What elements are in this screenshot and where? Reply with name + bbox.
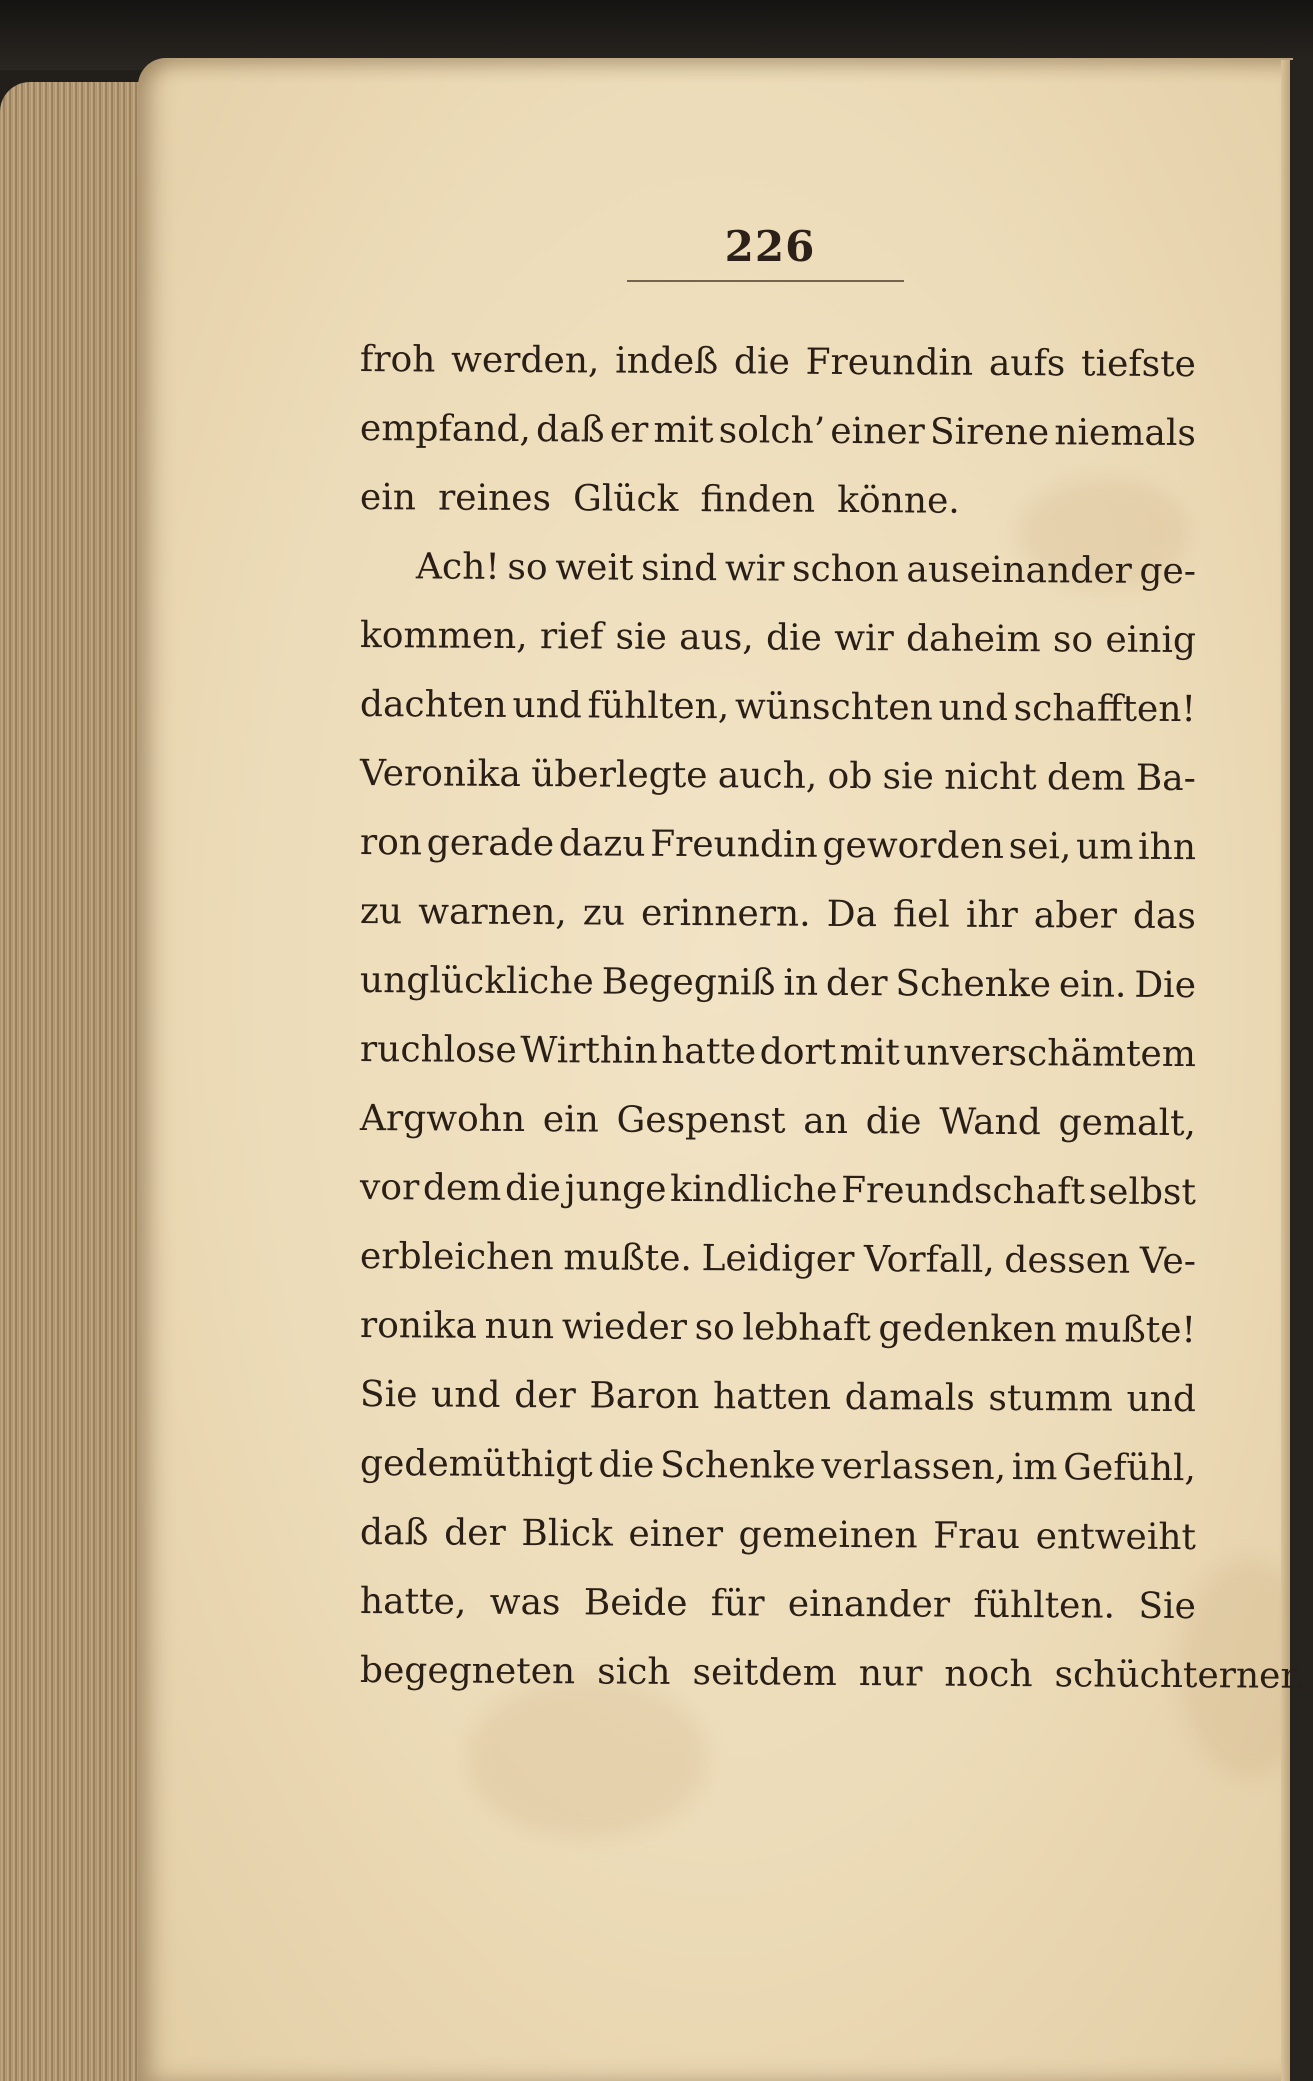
text-word: dessen [1004, 1239, 1131, 1282]
text-word: hatte, [359, 1581, 467, 1623]
text-word: ge- [1139, 550, 1197, 593]
text-word: ronika [359, 1305, 477, 1347]
text-word: ihr [965, 894, 1018, 937]
text-word: Sirene [929, 411, 1050, 454]
text-word: nicht [944, 756, 1037, 799]
text-word: Leidiger [701, 1238, 855, 1281]
text-word: daß [359, 1512, 429, 1554]
text-word: ruchlose [359, 1029, 517, 1071]
text-word: begegneten [359, 1650, 576, 1693]
text-word: Begegniß [601, 961, 776, 1004]
page-number: 226 [724, 222, 816, 271]
text-word: ein [542, 1099, 599, 1141]
text-word: mußte. [563, 1237, 693, 1280]
text-word: die [733, 341, 790, 383]
text-word: warnen, [418, 891, 567, 934]
text-word: fiel [892, 894, 950, 936]
text-word: einander [787, 1583, 951, 1626]
text-line [360, 394, 1196, 468]
text-word: Baron [589, 1375, 700, 1418]
text-word: ein [359, 477, 417, 519]
text-word: und [430, 1374, 501, 1416]
text-word: Ve- [1139, 1240, 1197, 1283]
text-word: schafften! [1013, 687, 1197, 731]
text-word: so [1052, 619, 1094, 661]
text-word: Gespenst [616, 1099, 786, 1142]
text-word: wieder [561, 1306, 688, 1348]
text-word: erinnern. [640, 892, 811, 935]
text-word: niemals [1054, 412, 1197, 455]
text-word: die [765, 617, 823, 659]
text-word: sind [640, 547, 718, 590]
text-word: geworden [822, 824, 1005, 867]
text-word: gemeinen [738, 1514, 918, 1557]
text-word: finden [700, 479, 816, 521]
text-word: Wand [939, 1101, 1041, 1144]
text-word: Ba- [1135, 757, 1197, 800]
text-word: nur [858, 1653, 923, 1695]
text-word: sie [615, 616, 668, 658]
text-word: dachten [359, 684, 507, 726]
text-word: zu [359, 891, 403, 933]
text-line [360, 739, 1196, 813]
text-line [360, 601, 1196, 675]
text-line [360, 1360, 1196, 1434]
text-word: auch, [717, 755, 818, 797]
text-word: Vorfall, [863, 1239, 995, 1281]
text-word: gerade [426, 822, 555, 865]
text-word: so [507, 546, 548, 589]
text-line [359, 1636, 1306, 1710]
text-word: aufs [988, 342, 1066, 385]
text-word: kommen, [359, 615, 528, 658]
text-word: und [1126, 1378, 1197, 1421]
header-rule [627, 280, 904, 282]
text-word: junge [564, 1168, 667, 1210]
text-word: gemalt, [1058, 1102, 1197, 1145]
text-line [360, 463, 1196, 537]
text-word: mit [653, 409, 714, 452]
text-word: solch’ [718, 410, 826, 452]
text-word: unglückliche [359, 960, 594, 1003]
text-word: was [489, 1581, 561, 1624]
text-word: empfand, [359, 408, 532, 451]
text-line [360, 1015, 1196, 1089]
text-word: Schenke [659, 1444, 816, 1487]
text-word: Freundin [805, 341, 974, 384]
text-word: seitdem [692, 1652, 837, 1694]
text-word: an [803, 1100, 849, 1142]
scan-background-right [1290, 60, 1313, 2081]
text-word: daheim [905, 618, 1041, 661]
text-word: nun [484, 1305, 555, 1348]
text-word: hatte [661, 1030, 757, 1073]
text-word: gedemüthigt [359, 1443, 593, 1486]
text-word: ein. [1058, 964, 1127, 1006]
text-word: erbleichen [359, 1236, 554, 1279]
text-word: froh [359, 339, 436, 381]
text-line [360, 1429, 1196, 1503]
text-word: kindliche [669, 1168, 838, 1211]
text-word: Veronika [359, 753, 521, 795]
text-word: Ach! [415, 546, 500, 588]
text-line [360, 1291, 1196, 1365]
text-word: ron [359, 822, 423, 864]
text-word: ihn [1137, 826, 1197, 869]
text-word: weit [555, 547, 634, 589]
text-word: Sie [1138, 1585, 1197, 1628]
text-line [360, 877, 1196, 951]
text-word: einer [628, 1513, 724, 1556]
text-line [360, 1498, 1196, 1572]
text-word: Frau [933, 1515, 1021, 1558]
text-word: die [504, 1167, 562, 1210]
text-word: der [825, 962, 888, 1005]
text-word: fühlten, [587, 685, 730, 728]
text-word: die [598, 1444, 655, 1486]
text-word: schüchterner. [1054, 1654, 1306, 1697]
text-word: Gefühl, [1063, 1447, 1197, 1490]
text-word: schon [791, 548, 899, 591]
text-word: indeß [615, 340, 719, 383]
text-word: dazu [558, 823, 646, 865]
text-word: die [865, 1101, 922, 1143]
text-word: für [710, 1583, 765, 1625]
text-word: wir [834, 617, 894, 660]
book-page-edges [0, 82, 150, 2081]
text-word: dort [759, 1031, 837, 1073]
text-word: um [1075, 826, 1134, 868]
text-line [360, 1084, 1196, 1158]
text-word: noch [944, 1653, 1033, 1696]
text-word: wir [724, 548, 785, 590]
text-word: ob [827, 755, 873, 798]
text-word: auseinander [906, 549, 1132, 592]
text-word: so [694, 1307, 735, 1349]
text-word: Freundschaft [840, 1169, 1086, 1213]
text-line [360, 670, 1196, 744]
text-word: zu [582, 892, 626, 934]
text-word: aber [1033, 895, 1118, 937]
text-word: im [1011, 1446, 1058, 1489]
text-word: dem [1046, 757, 1126, 799]
text-line [360, 1153, 1196, 1227]
text-word: vor [359, 1167, 420, 1209]
text-line [360, 532, 1196, 606]
text-word: Die [1134, 964, 1197, 1007]
text-word: gedenken [878, 1308, 1057, 1351]
text-word: Sie [359, 1374, 418, 1416]
text-word: er [609, 409, 649, 451]
text-word: Da [826, 893, 878, 936]
text-line [360, 946, 1196, 1020]
text-word: und [512, 684, 583, 727]
text-word: hatten [712, 1376, 832, 1418]
text-line [360, 325, 1196, 399]
text-word: Beide [583, 1582, 688, 1624]
text-word: Freundin [650, 823, 818, 866]
text-word: sie [882, 756, 935, 798]
text-word: der [514, 1374, 576, 1417]
text-word: einer [830, 410, 925, 453]
text-word: sich [597, 1651, 671, 1693]
text-word: tiefste [1080, 343, 1197, 386]
text-word: wünschten [734, 686, 933, 729]
text-word: stumm [988, 1377, 1114, 1420]
text-word: Blick [521, 1512, 613, 1555]
text-word: daß [535, 409, 605, 451]
text-word: verlassen, [821, 1445, 1007, 1488]
text-word: einig [1105, 619, 1197, 662]
text-word: der [444, 1512, 506, 1554]
text-word: lebhaft [742, 1307, 871, 1350]
text-word: sei, [1008, 825, 1072, 868]
text-word: Glück [572, 478, 679, 520]
text-word: fühlten. [973, 1584, 1116, 1627]
text-word: Argwohn [359, 1098, 526, 1141]
text-word: werden, [450, 339, 600, 382]
text-word: könne. [837, 479, 960, 522]
text-word: Schenke [895, 963, 1052, 1006]
text-word: überlegte [531, 754, 708, 797]
text-word: mußte! [1064, 1309, 1197, 1352]
text-word: aus, [679, 616, 754, 659]
body-text [359, 325, 1306, 1705]
text-word: in [783, 962, 819, 1004]
text-word: das [1132, 895, 1197, 938]
text-word: entweiht [1035, 1516, 1197, 1559]
text-word: reines [437, 477, 552, 520]
text-line [360, 808, 1196, 882]
text-line [360, 1222, 1196, 1296]
text-word: unverschämtem [903, 1032, 1197, 1076]
text-word: selbst [1088, 1171, 1197, 1214]
text-line [360, 1567, 1196, 1641]
text-word: dem [422, 1167, 502, 1209]
text-word: mit [839, 1031, 900, 1074]
text-word: und [938, 687, 1009, 729]
text-word: rief [539, 616, 604, 658]
text-word: Wirthin [520, 1029, 658, 1072]
text-word: damals [844, 1376, 975, 1419]
